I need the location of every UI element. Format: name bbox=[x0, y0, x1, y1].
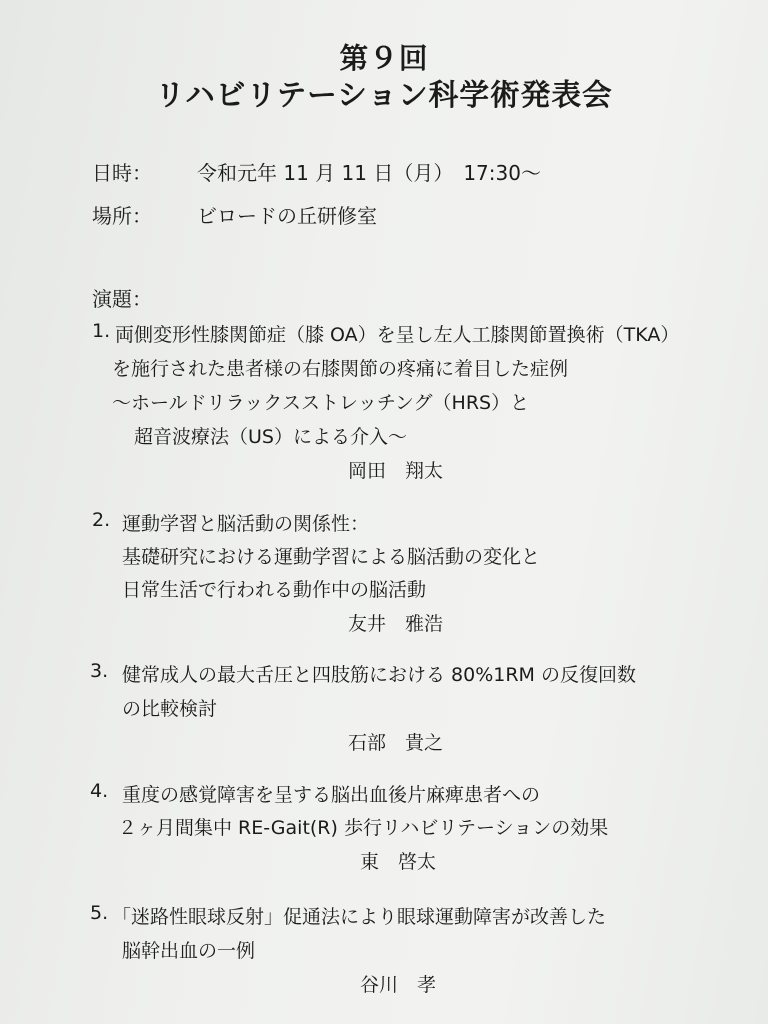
presentation-2-line-3: 日常生活で行われる動作中の脳活動 bbox=[122, 579, 427, 601]
presentation-4-line-1: 重度の感覚障害を呈する脳出血後片麻痺患者への bbox=[122, 784, 541, 806]
presentation-1-line-2: を施行された患者様の右膝関節の疼痛に着目した症例 bbox=[112, 358, 569, 380]
presentation-1-line-4: 超音波療法（US）による介入～ bbox=[134, 426, 407, 448]
presentation-3-line-1: 健常成人の最大舌圧と四肢筋における 80%1RM の反復回数 bbox=[122, 664, 636, 686]
presentation-2-line-1: 運動学習と脳活動の関係性： bbox=[122, 513, 370, 535]
presentation-1-line-3: ～ホールドリラックスストレッチング（HRS）と bbox=[112, 392, 530, 414]
datetime-label: 日時： bbox=[92, 161, 152, 185]
presentation-3-line-2: の比較検討 bbox=[122, 698, 218, 720]
datetime-row bbox=[92, 157, 541, 186]
presentation-5-line-2: 脳幹出血の一例 bbox=[122, 940, 256, 962]
presentation-4-number: 4. bbox=[90, 780, 109, 802]
presentation-3-number: 3. bbox=[90, 660, 109, 682]
presentation-3-author: 石部 貴之 bbox=[348, 732, 444, 754]
place-value: ビロードの丘研修室 bbox=[197, 204, 377, 228]
presentation-1-number: 1. bbox=[92, 320, 111, 342]
presentation-5-line-1: 「迷路性眼球反射」促通法により眼球運動障害が改善した bbox=[112, 906, 607, 928]
place-label: 場所： bbox=[92, 204, 152, 228]
presentation-5-number: 5. bbox=[90, 902, 109, 924]
presentation-5-author: 谷川 孝 bbox=[360, 974, 437, 996]
presentation-2-line-2: 基礎研究における運動学習による脳活動の変化と bbox=[122, 546, 541, 568]
presentation-4-line-2: ２ヶ月間集中 RE-Gait(R) 歩行リハビリテーションの効果 bbox=[118, 817, 609, 839]
presentation-4-author: 東 啓太 bbox=[360, 851, 437, 873]
topics-label: 演題： bbox=[92, 287, 152, 311]
presentation-1-author: 岡田 翔太 bbox=[348, 460, 444, 482]
presentation-1-line-1: 両側変形性膝関節症（膝 OA）を呈し左人工膝関節置換術（TKA） bbox=[115, 324, 680, 346]
title-line-2: リハビリテーション科学術発表会 bbox=[155, 77, 613, 112]
presentation-2-number: 2. bbox=[92, 509, 111, 531]
datetime-value: 令和元年 11 月 11 日（月） 17:30～ bbox=[197, 161, 541, 185]
place-row bbox=[92, 200, 377, 229]
presentation-2-author: 友井 雅浩 bbox=[348, 613, 444, 635]
title-line-1: 第９回 bbox=[339, 41, 429, 75]
